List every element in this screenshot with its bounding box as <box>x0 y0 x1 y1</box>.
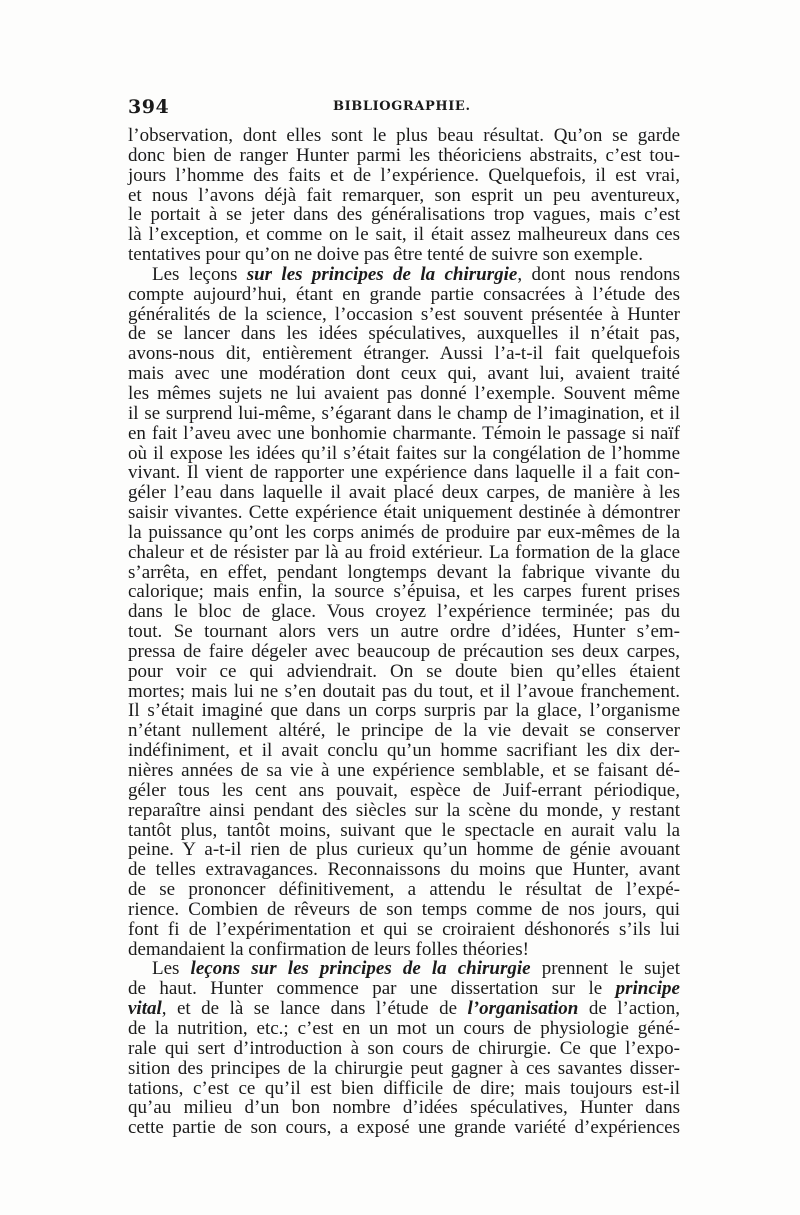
text-line <box>128 205 680 225</box>
text-line <box>128 305 680 325</box>
text-line <box>128 166 680 186</box>
text-line <box>128 940 680 960</box>
text-line <box>128 225 680 245</box>
text-segment: tout. Se tournant alors vers un autre ordre d’idées, Hunter s’em- <box>128 621 680 643</box>
italic-title: principe <box>615 978 680 1000</box>
text-segment: généralités de la science, l’occasion s’est souvent présentée à Hunter <box>128 303 680 325</box>
text-segment: indéfiniment, et il avait conclu qu’un homme sacrifiant les dix der- <box>128 740 680 762</box>
text-line <box>128 186 680 206</box>
text-segment: l’observation, dont elles sont le plus beau résultat. Qu’on se garde <box>128 125 680 146</box>
text-line <box>128 781 680 801</box>
text-segment: s’arrêta, en effet, pendant longtemps devant la fabrique vivante du <box>128 561 680 583</box>
text-segment: vivant. Il vient de rapporter une expérience dans laquelle il a fait con- <box>128 462 680 484</box>
text-segment: le portait à se jeter dans des généralisations trop vagues, mais c’est <box>128 204 680 226</box>
text-segment: là l’exception, et comme on le sait, il était assez malheureux dans ces <box>128 224 680 246</box>
text-segment: avons-nous dit, entièrement étranger. Aussi l’a-t-il fait quelquefois <box>128 343 680 365</box>
text-segment: chaleur et de résister par là au froid extérieur. La formation de la glace <box>128 541 680 563</box>
text-segment: nières années de sa vie à une expérience semblable, et se faisant dé- <box>128 760 680 781</box>
text-line <box>128 324 680 344</box>
text-segment: saisir vivantes. Cette expérience était uniquement destinée à démontrer <box>128 502 680 524</box>
text-line <box>128 642 680 662</box>
text-line <box>128 582 680 602</box>
italic-title: leçons sur les principes de la chirurgie <box>190 958 531 980</box>
text-segment: Il s’était imaginé que dans un corps surpris par la glace, l’organisme <box>128 700 680 722</box>
text-segment: géler l’eau dans laquelle il avait placé deux carpes, de manière à les <box>128 482 680 504</box>
text-segment: donc bien de ranger Hunter parmi les théoriciens abstraits, c’est tou- <box>128 144 680 166</box>
page-header <box>128 96 672 120</box>
text-segment: de haut. Hunter commence par une dissertation sur le <box>128 978 616 1000</box>
text-segment: dans le bloc de glace. Vous croyez l’expérience terminée; pas du <box>128 601 680 623</box>
text-segment: mais avec une modération dont ceux qui, avant lui, avaient traité <box>128 363 680 385</box>
text-line <box>128 444 680 464</box>
text-line <box>128 126 680 146</box>
text-line <box>128 860 680 880</box>
text-line <box>128 602 680 622</box>
text-segment: font fi de l’expérimentation et qui se croiraient déshonorés s’ils lui <box>128 918 680 940</box>
text-line <box>128 840 680 860</box>
text-segment: où il expose les idées qu’il s’était faites sur la congélation de l’homme <box>128 442 680 464</box>
text-segment: prennent le sujet <box>530 958 681 980</box>
text-segment: Les <box>152 958 191 980</box>
text-segment: mortes; mais lui ne s’en doutait pas du tout, et il l’avoue franchement. <box>128 680 680 702</box>
text-line <box>128 146 680 166</box>
text-segment: de se prononcer définitivement, a attendu le résultat de l’expé- <box>128 879 680 901</box>
text-line <box>128 761 680 781</box>
text-line <box>128 424 680 444</box>
text-line <box>128 1079 680 1099</box>
text-line <box>128 344 680 364</box>
page-number: 394 <box>128 96 170 118</box>
text-segment: en fait l’aveu avec une bonhomie charmante. Témoin le passage si naïf <box>128 422 680 444</box>
text-segment: , et de là se lance dans l’étude de <box>161 998 468 1020</box>
text-segment: jours l’homme des faits et de l’expérience. Quelquefois, il est vrai, <box>128 164 680 186</box>
text-segment: rience. Combien de rêveurs de son temps comme de nos jours, qui <box>128 898 680 920</box>
text-line <box>128 900 680 920</box>
text-segment: la puissance qu’ont les corps animés de produire par eux-mêmes de la <box>128 521 680 543</box>
text-line <box>128 741 680 761</box>
text-line <box>128 364 680 384</box>
text-segment: cette partie de son cours, a exposé une grande variété d’expériences <box>128 1117 680 1139</box>
text-line <box>128 801 680 821</box>
text-line <box>128 384 680 404</box>
text-segment: qu’au milieu d’un bon nombre d’idées spéculatives, Hunter dans <box>128 1097 680 1119</box>
italic-title: vital <box>128 998 162 1020</box>
text-segment: Les leçons <box>152 263 247 285</box>
text-line <box>128 979 680 999</box>
text-line <box>128 1098 680 1118</box>
text-line <box>128 543 680 563</box>
text-line <box>128 959 680 979</box>
text-segment: tentatives pour qu’on ne doive pas être tenté de suivre son exemple. <box>128 244 643 266</box>
text-segment: de l’action, <box>578 998 680 1020</box>
text-line <box>128 622 680 642</box>
text-segment: compte aujourd’hui, étant en grande partie consacrées à l’étude des <box>128 283 680 305</box>
text-line <box>128 920 680 940</box>
text-segment: les mêmes sujets ne lui avaient pas donné l’exemple. Souvent même <box>128 382 680 404</box>
running-head: BIBLIOGRAPHIE. <box>333 99 471 114</box>
text-segment: sition des principes de la chirurgie peut gagner à ces savantes disser- <box>128 1057 680 1079</box>
text-segment: peine. Y a-t-il rien de plus curieux qu’un homme de génie avouant <box>128 839 680 861</box>
text-segment: n’étant nullement altéré, le principe de la vie devait se conserver <box>128 720 680 742</box>
text-line <box>128 463 680 483</box>
text-line <box>128 483 680 503</box>
text-segment: de la nutrition, etc.; c’est en un mot un cours de physiologie géné- <box>128 1017 680 1039</box>
text-line <box>128 523 680 543</box>
text-line <box>128 701 680 721</box>
text-segment: calorique; mais enfin, la source s’épuisa, et les carpes furent prises <box>128 581 680 603</box>
text-segment: tantôt plus, tantôt moins, suivant que le spectacle en aurait valu la <box>128 819 680 841</box>
text-line <box>128 563 680 583</box>
text-line <box>128 265 680 285</box>
text-segment: pour voir ce qui adviendrait. On se doute bien qu’elles étaient <box>128 660 680 682</box>
text-line <box>128 1019 680 1039</box>
text-segment: reparaître ainsi pendant des siècles sur la scène du monde, y restant <box>128 799 680 821</box>
text-line <box>128 404 680 424</box>
text-segment: de telles extravagances. Reconnaissons du moins que Hunter, avant <box>128 859 680 881</box>
text-line <box>128 880 680 900</box>
text-segment: demandaient la confirmation de leurs folles théories! <box>128 938 529 960</box>
text-segment: il se surprend lui-même, s’égarant dans le champ de l’imagination, et il <box>128 402 680 424</box>
text-line <box>128 821 680 841</box>
text-segment: et nous l’avons déjà fait remarquer, son esprit un peu aventureux, <box>128 184 680 206</box>
text-line <box>128 1059 680 1079</box>
text-segment: , dont nous rendons <box>517 263 680 285</box>
text-line <box>128 1039 680 1059</box>
text-line <box>128 721 680 741</box>
text-segment: rale qui sert d’introduction à son cours de chirurgie. Ce que l’expo- <box>128 1037 680 1059</box>
body-text <box>128 126 680 1138</box>
text-line <box>128 245 680 265</box>
text-segment: pressa de faire dégeler avec beaucoup de précaution ses deux carpes, <box>128 640 680 662</box>
text-line <box>128 285 680 305</box>
text-line <box>128 1118 680 1138</box>
text-segment: de se lancer dans les idées spéculatives, auxquelles il n’était pas, <box>128 323 680 345</box>
text-segment: tations, c’est ce qu’il est bien difficile de dire; mais toujours est-il <box>128 1077 680 1099</box>
italic-title: sur les principes de la chirurgie <box>246 263 518 285</box>
text-line <box>128 503 680 523</box>
text-line <box>128 662 680 682</box>
text-line <box>128 999 680 1019</box>
text-line <box>128 682 680 702</box>
italic-title: l’organisation <box>467 998 579 1020</box>
text-segment: géler tous les cent ans pouvait, espèce de Juif-errant périodique, <box>128 779 680 801</box>
